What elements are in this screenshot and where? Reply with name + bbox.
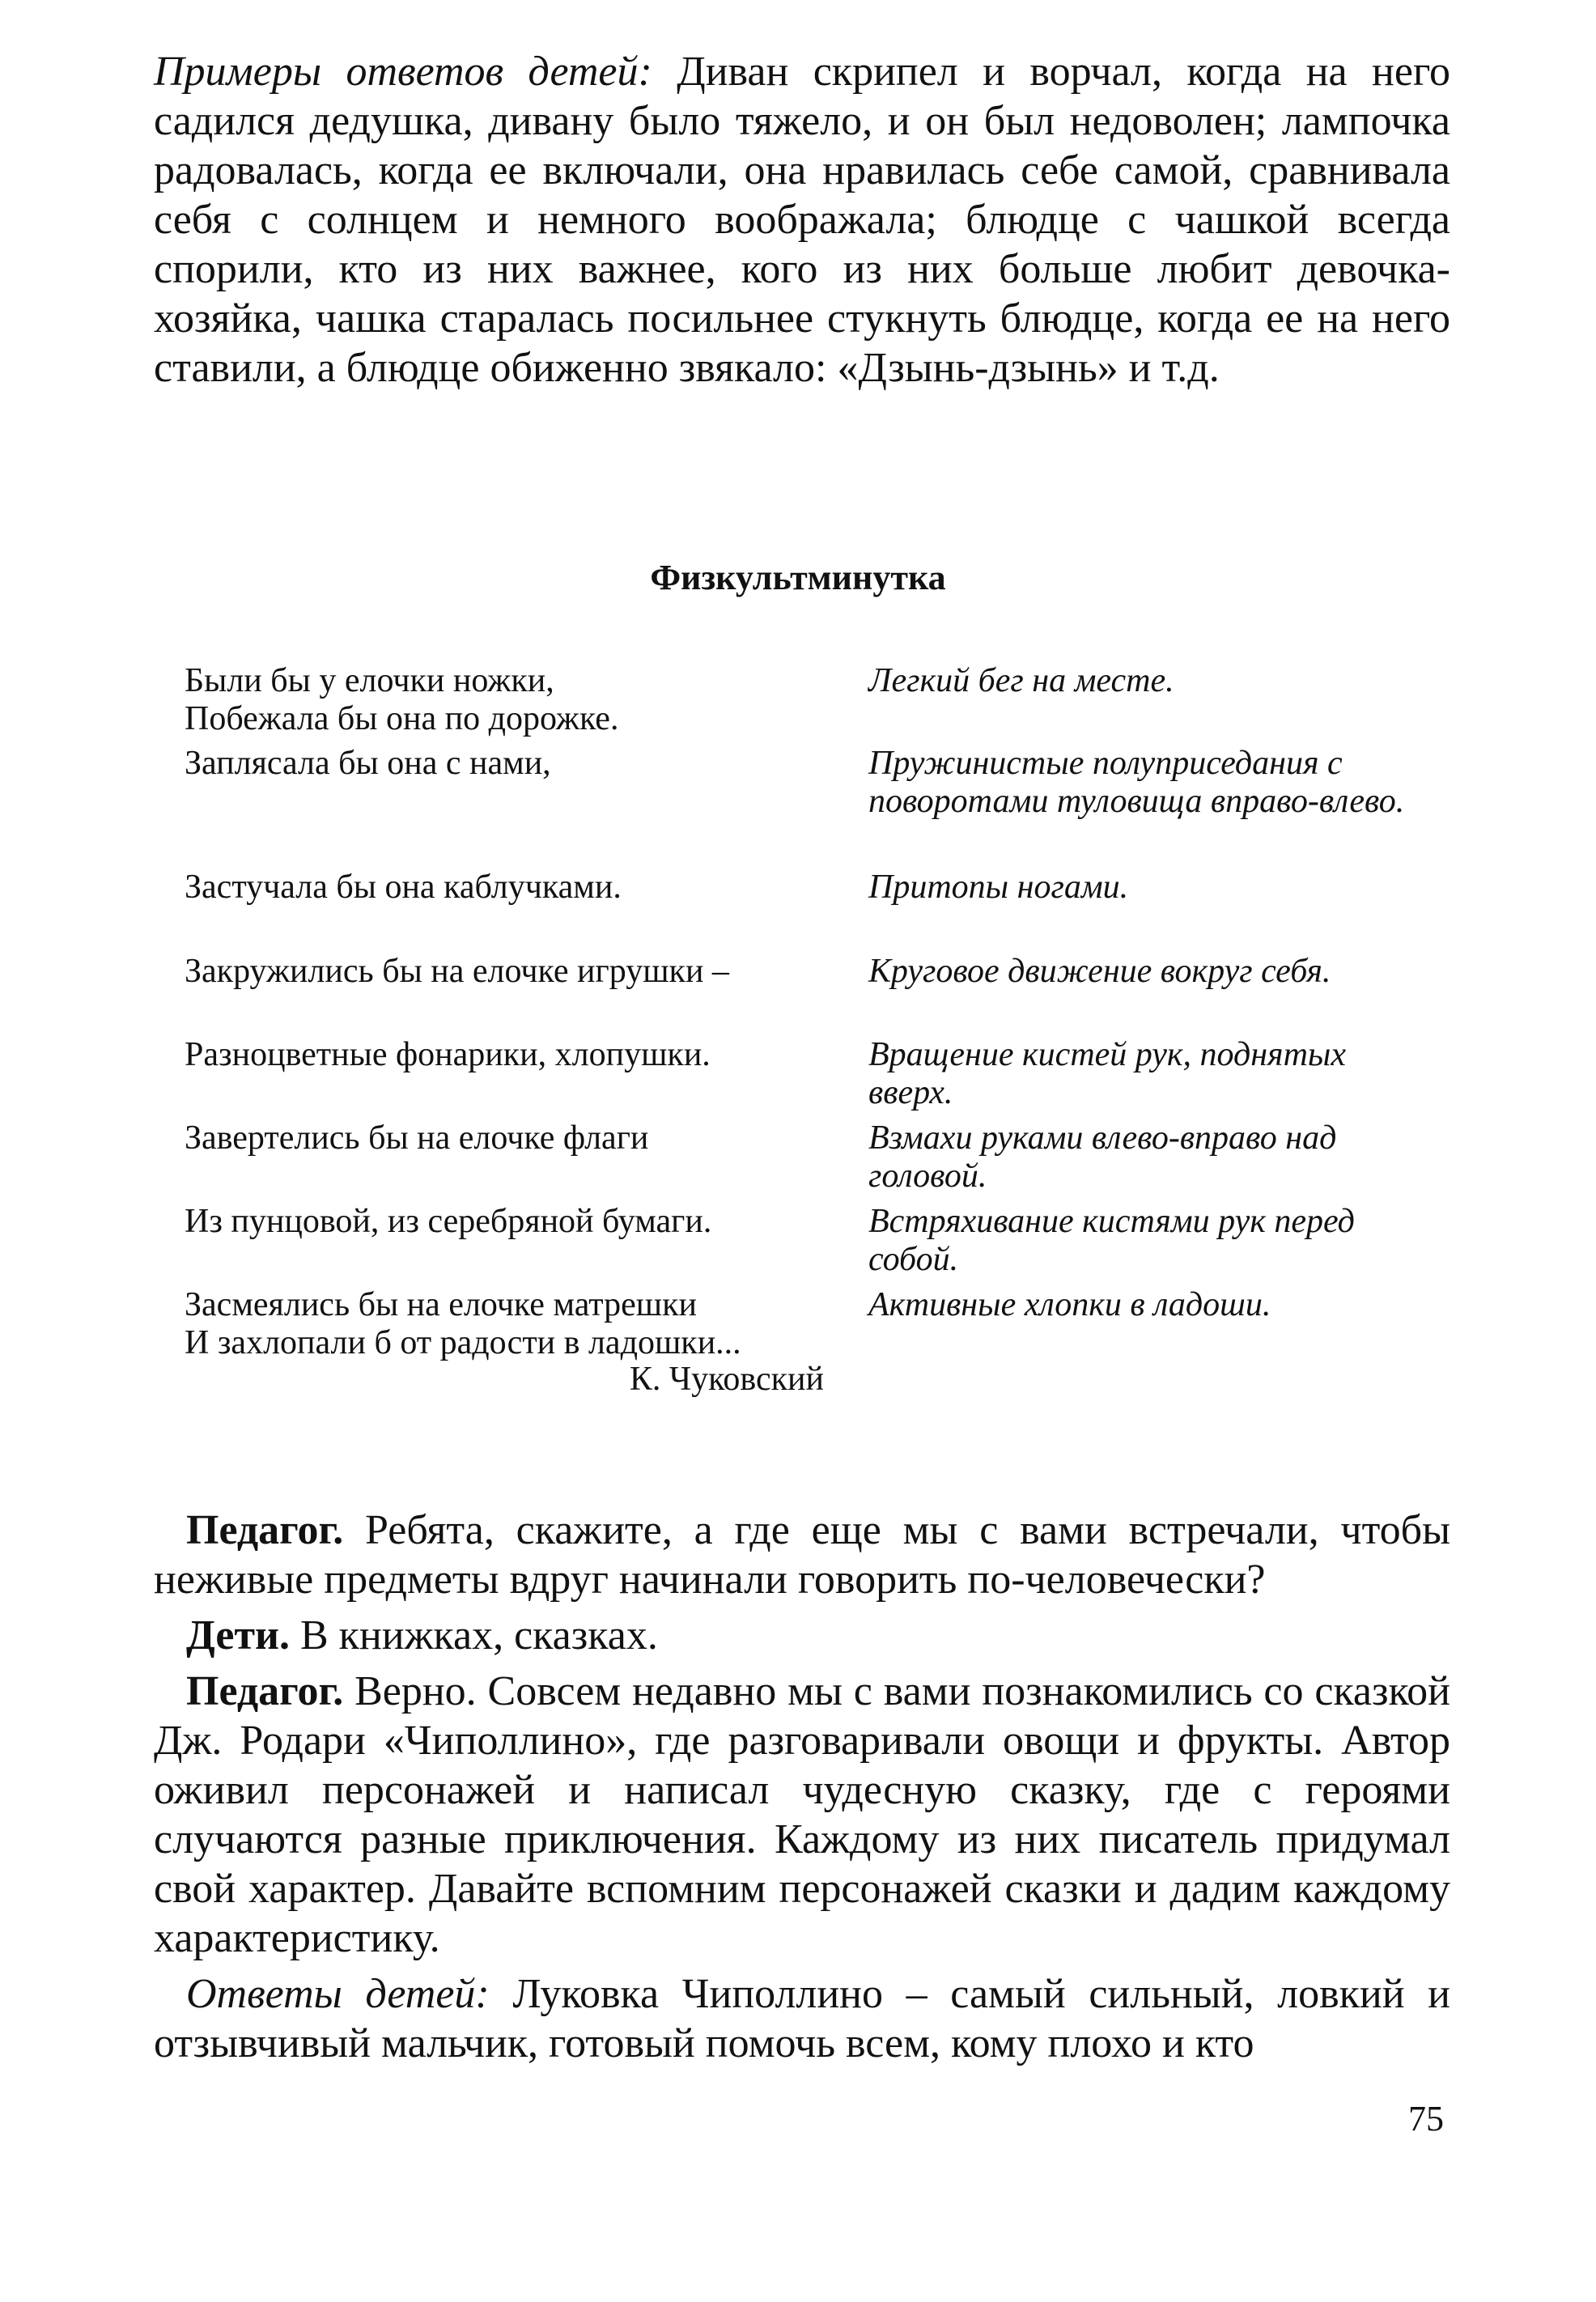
dialogue-paragraph <box>154 1506 1450 1604</box>
speaker: Педагог. <box>186 1507 344 1553</box>
dialogue-paragraph <box>154 1969 1450 2068</box>
poem-line: Застучала бы она каблучками. <box>185 869 622 906</box>
poem-action: Активные хлопки в ладоши. <box>868 1286 1271 1323</box>
dialogue-text: В книжках, сказках. <box>290 1612 658 1659</box>
poem-action: Круговое движение вокруг себя. <box>868 953 1331 990</box>
poem-action: Взмахи руками влево-вправо над головой. <box>868 1119 1337 1195</box>
dialogue-text: Луковка Чиполлино – самый сильный, ловкий и отзывчивый мальчик, готовый помочь всем, кому плохо и кто <box>154 1971 1450 2066</box>
dialogue-paragraph <box>154 1667 1450 1963</box>
intro-text: Диван скрипел и ворчал, когда на него садился дедушка, дивану было тяжело, и он был недоволен; лампочка радовалась, когда ее включали, она нравилась себе самой, сравнивала себя с солнцем и немного воображала; блюдце с чашкой всегда спорили, кто из них важнее, кого из них больше любит девочка-хозяйка, чашка старалась посильнее стукнуть блюдце, когда ее на него ставили, а блюдце обиженно звякало: «Дзынь-дзынь» и т.д. <box>154 49 1450 391</box>
dialogue <box>154 1506 1450 2075</box>
poem-action: Встряхивание кистями рук перед собой. <box>868 1203 1355 1278</box>
poem-action: Вращение кистей рук, поднятых вверх. <box>868 1036 1346 1111</box>
poem-line: Разноцветные фонарики, хлопушки. <box>185 1036 711 1073</box>
page-number: 75 <box>1408 2099 1444 2138</box>
poem-line: Из пунцовой, из серебряной бумаги. <box>185 1203 712 1240</box>
dialogue-text: Верно. Совсем недавно мы с вами познакомились со сказкой Дж. Родари «Чиполлино», где разговаривали овощи и фрукты. Автор оживил персонажей и написал чудесную сказку, где с героями случаются разные приключения. Каждому из них писатель придумал свой характер. Давайте вспомним персонажей сказки и дадим каждому характеристику. <box>154 1668 1450 1961</box>
dialogue-text: Ребята, скажите, а где еще мы с вами встречали, чтобы неживые предметы вдруг начинали говорить по-человечески? <box>154 1507 1450 1603</box>
poem-line: Закружились бы на елочке игрушки – <box>185 953 729 990</box>
intro-lead: Примеры ответов детей: <box>154 49 652 95</box>
dialogue-paragraph <box>154 1611 1450 1660</box>
poem-line: Были бы у елочки ножки, Побежала бы она по дорожке. <box>185 662 619 737</box>
section-heading: Физкультминутка <box>650 558 946 597</box>
speaker: Ответы детей: <box>186 1971 490 2017</box>
poem-line: Завертелись бы на елочке флаги <box>185 1119 649 1157</box>
poem-action: Притопы ногами. <box>868 869 1129 906</box>
poem-author: К. Чуковский <box>629 1361 824 1398</box>
poem-line: Заплясала бы она с нами, <box>185 745 551 782</box>
speaker: Педагог. <box>186 1668 344 1714</box>
poem-action: Легкий бег на месте. <box>868 662 1174 699</box>
poem-line: Засмеялись бы на елочке матрешки И захлопали б от радости в ладошки... <box>185 1286 741 1361</box>
speaker: Дети. <box>186 1612 290 1659</box>
intro-paragraph <box>154 47 1450 393</box>
poem-action: Пружинистые полуприседания с поворотами туловища вправо-влево. <box>868 745 1405 820</box>
